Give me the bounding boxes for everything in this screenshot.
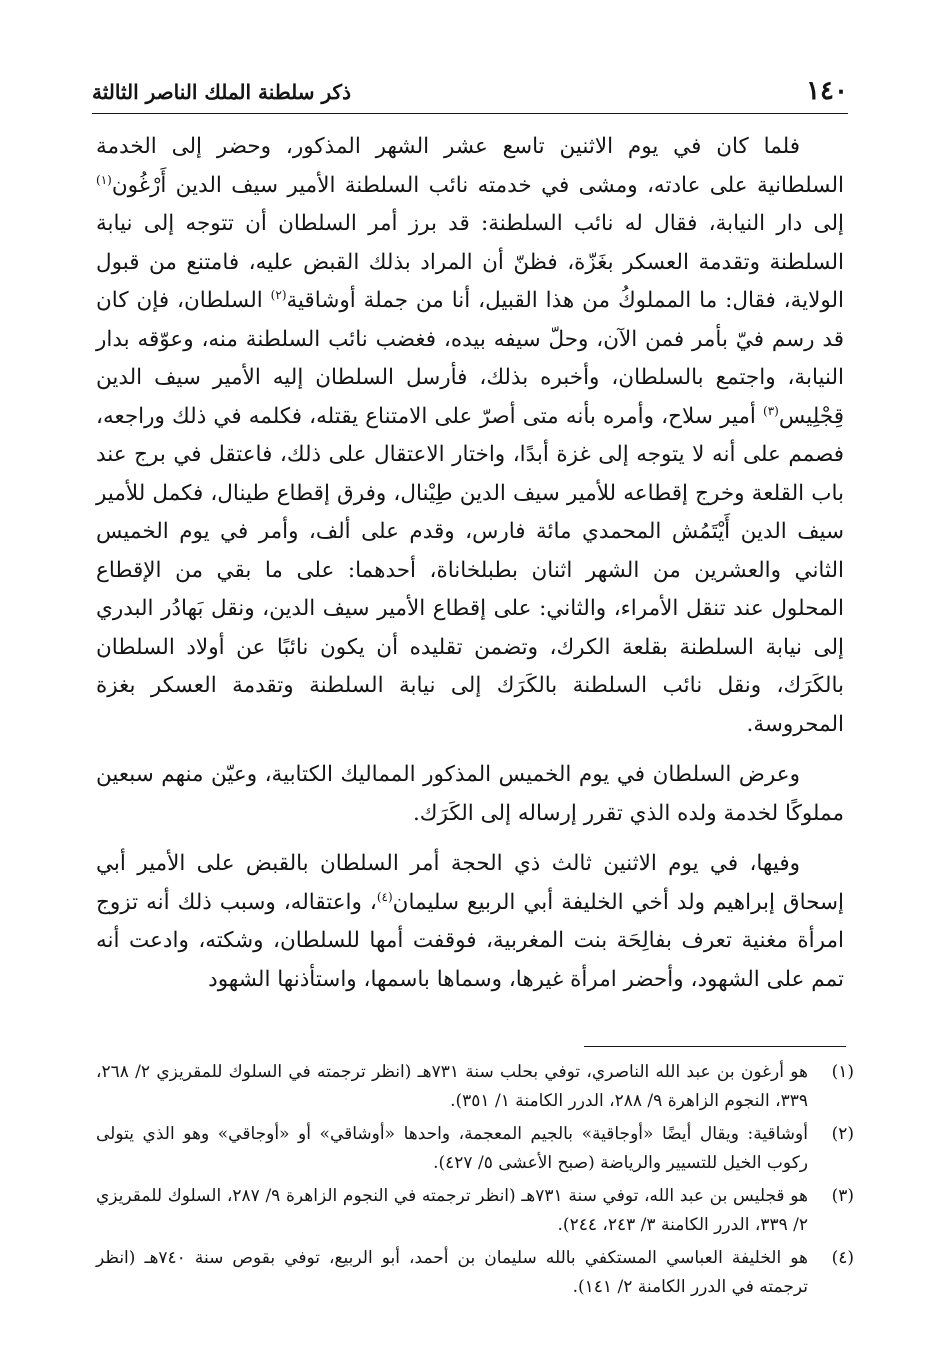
paragraph-text: فلما كان في يوم الاثنين تاسع عشر الشهر المذكور، وحضر إلى الخدمة السلطانية على عادته، ومشى في خدمته نائب السلطنة الأمير سيف الدين أَرْغُون xyxy=(96,134,844,198)
footnote-number: (٤) xyxy=(831,1248,854,1268)
header-rule xyxy=(92,113,848,114)
running-title: ذكر سلطنة الملك الناصر الثالثة xyxy=(92,80,351,104)
footnote-number: (٣) xyxy=(831,1186,854,1206)
footnote xyxy=(96,1182,854,1239)
footnote-separator xyxy=(584,1046,846,1047)
paragraph-text: ، واعتقاله، وسبب ذلك أنه تزوج امرأة مغنية تعرف بفالِحَة بنت المغربية، فوقفت أمها للسلطان، وشكته، وادعت أنه تمم على الشهود، وأحضر امرأة غيرها، وسماها باسمها، واستأذنها الشهود xyxy=(96,889,844,992)
paragraph xyxy=(96,845,844,999)
footnote-number: (١) xyxy=(831,1062,854,1082)
footnote xyxy=(96,1120,854,1177)
page-header xyxy=(92,74,848,114)
paragraph-text: إلى دار النيابة، فقال له نائب السلطنة: قد برز أمر السلطان أن تتوجه إلى نيابة السلطنة وتقدمة العسكر بغَزّة، فظنّ أن المراد بذلك القبض عليه، فامتنع من قبول الولاية، فقال: ما المملوكُ من هذا القبيل، أنا من جملة أوشاقية xyxy=(96,211,844,313)
footnote-text: أوشاقية: ويقال أيضًا «أوجاقية» بالجيم المعجمة، واحدها «أوشاقي» أو «أوجاقي» وهو الذي يتولى ركوب الخيل للتسيير والرياضة (صبح الأعشى ٥/ ٤٢٧). xyxy=(96,1124,808,1173)
footnote xyxy=(96,1058,854,1115)
page-number: ١٤٠ xyxy=(806,76,848,106)
paragraph xyxy=(96,756,844,833)
paragraph-text: وعرض السلطان في يوم الخميس المذكور المماليك الكتابية، وعيّن منهم سبعين مملوكًا لخدمة ولده الذي تقرر إرساله إلى الكَرَك. xyxy=(96,762,844,826)
paragraph-text: وفيها، في يوم الاثنين ثالث ذي الحجة أمر السلطان بالقبض على الأمير أبي إسحاق إبراهيم ولد أخي الخليفة أبي الربيع سليمان xyxy=(96,851,845,915)
footnote-number: (٢) xyxy=(831,1124,854,1144)
paragraph-text: أمير سلاح، وأمره بأنه متى أصرّ على الامتناع يقتله، فكلمه في ذلك وراجعه، فصمم على أنه لا يتوجه إلى غزة أبدًا، واختار الاعتقال على ذلك، فاعتقل في برج عند باب القلعة وخرج إقطاعه للأمير سيف الدين طِيْنال، وفرق إقطاع طينال، فكمل للأمير سيف الدين أَيْتَمُش المحمدي مائة فارس، وقدم على ألف، وأمر في يوم الخميس الثاني والعشرين من الشهر اثنان بطبلخاناة، أحدهما: على ما بقي من الإقطاع المحلول عند تنقل الأمراء، والثاني: على إقطاع الأمير سيف الدين، ونقل بَهادُر البدري إلى نيابة السلطنة بقلعة الكرك، وتضمن تقليده أن يكون نائبًا عن أولاد السلطان بالكَرَك، ونقل نائب السلطنة بالكَرَك إلى نيابة السلطنة وتقدمة العسكر بغزة المحروسة. xyxy=(96,403,844,737)
footnotes xyxy=(96,1058,854,1306)
footnote-ref: (١) xyxy=(96,172,112,187)
footnote-text: هو أرغون بن عبد الله الناصري، توفي بحلب سنة ٧٣١هـ (انظر ترجمته في السلوك للمقريزي ٢/ ٢٦٨، ٣٣٩، النجوم الزاهرة ٩/ ٢٨٨، الدرر الكامنة ١/ ٣٥١). xyxy=(96,1062,808,1111)
footnote-text: هو قجليس بن عبد الله، توفي سنة ٧٣١هـ (انظر ترجمته في النجوم الزاهرة ٩/ ٢٨٧، السلوك للمقريزي ٢/ ٣٣٩، الدرر الكامنة ٣/ ٢٤٣، ٢٤٤). xyxy=(96,1186,808,1235)
footnote-ref: (٣) xyxy=(763,403,779,418)
footnote xyxy=(96,1244,854,1301)
paragraph xyxy=(96,128,844,744)
footnote-ref: (٤) xyxy=(376,889,393,904)
paragraph-text: السلطان، فإن كان قد رسم فيّ بأمر فمن الآن، وحلّ سيفه بيده، فغضب نائب السلطنة منه، وعوّقه بدار النيابة، واجتمع بالسلطان، وأخبره بذلك، فأرسل السلطان إليه الأمير سيف الدين قِجْلِيس xyxy=(96,288,844,429)
main-text xyxy=(96,128,844,999)
footnote-text: هو الخليفة العباسي المستكفي بالله سليمان بن أحمد، أبو الربيع، توفي بقوص سنة ٧٤٠هـ (انظر ترجمته في الدرر الكامنة ٢/ ١٤١). xyxy=(96,1248,808,1297)
footnote-ref: (٢) xyxy=(270,287,287,302)
